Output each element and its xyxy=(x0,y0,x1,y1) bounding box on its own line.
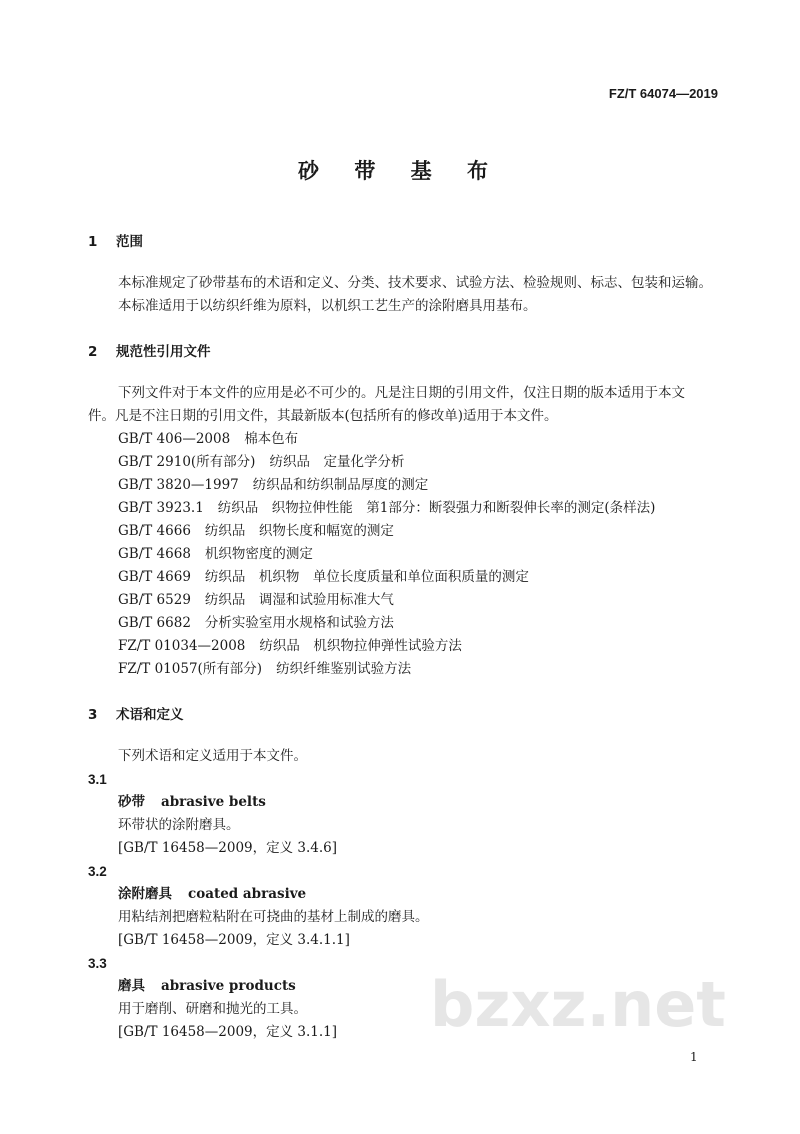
reference-item xyxy=(88,474,728,497)
section-title: 术语和定义 xyxy=(116,707,184,723)
reference-code: GB/T 4668 xyxy=(118,546,191,562)
reference-title: 纺织品 定量化学分析 xyxy=(269,454,405,470)
term-number: 3.1 xyxy=(88,772,107,787)
reference-title: 纺织纤维鉴别试验方法 xyxy=(276,661,412,677)
reference-title: 纺织品 机织物 单位长度质量和单位面积质量的测定 xyxy=(204,569,529,585)
section-title: 范围 xyxy=(116,234,143,250)
reference-title: 分析实验室用水规格和试验方法 xyxy=(204,615,394,631)
watermark: bzxz.net xyxy=(430,968,726,1041)
paragraph: 本标准规定了砂带基布的术语和定义、分类、技术要求、试验方法、检验规则、标志、包装和运输。 xyxy=(118,275,712,291)
term-number: 3.2 xyxy=(88,864,107,879)
term-en: abrasive belts xyxy=(161,794,266,810)
term-zh: 涂附磨具 xyxy=(118,886,172,902)
term-definition: 环带状的涂附磨具。 xyxy=(118,817,240,833)
term-number: 3.3 xyxy=(88,956,107,971)
reference-title: 棉本色布 xyxy=(244,431,299,447)
term-source: [GB/T 16458—2009，定义 3.1.1] xyxy=(118,1024,338,1040)
reference-code: GB/T 6682 xyxy=(118,615,191,631)
reference-code: GB/T 4669 xyxy=(118,569,191,585)
term-definition: 用于磨削、研磨和抛光的工具。 xyxy=(118,1001,307,1017)
reference-item xyxy=(88,451,728,474)
reference-code: GB/T 3923.1 xyxy=(118,500,204,516)
term-zh: 磨具 xyxy=(118,978,145,994)
term-zh: 砂带 xyxy=(118,794,145,810)
reference-item xyxy=(88,635,728,658)
reference-title: 纺织品 织物拉伸性能 第1部分：断裂强力和断裂伸长率的测定(条样法) xyxy=(217,500,656,516)
reference-item xyxy=(88,520,728,543)
reference-code: FZ/T 01034—2008 xyxy=(118,638,246,654)
reference-item xyxy=(88,612,728,635)
reference-item xyxy=(88,658,728,681)
reference-title: 纺织品 织物长度和幅宽的测定 xyxy=(204,523,394,539)
paragraph: 件。凡是不注日期的引用文件，其最新版本(包括所有的修改单)适用于本文件。 xyxy=(88,408,558,424)
paragraph: 本标准适用于以纺织纤维为原料，以机织工艺生产的涂附磨具用基布。 xyxy=(118,298,537,314)
reference-item xyxy=(88,428,728,451)
reference-item xyxy=(88,543,728,566)
term-en: abrasive products xyxy=(161,978,296,994)
term-source: [GB/T 16458—2009，定义 3.4.6] xyxy=(118,840,338,856)
paragraph: 下列术语和定义适用于本文件。 xyxy=(118,748,307,764)
reference-title: 机织物密度的测定 xyxy=(204,546,313,562)
term-definition: 用粘结剂把磨粒粘附在可挠曲的基材上制成的磨具。 xyxy=(118,909,429,925)
reference-item xyxy=(88,497,728,520)
reference-title: 纺织品 机织物拉伸弹性试验方法 xyxy=(259,638,462,654)
section-number: 2 xyxy=(88,344,98,360)
term-en: coated abrasive xyxy=(188,886,307,902)
reference-item xyxy=(88,589,728,612)
section-title: 规范性引用文件 xyxy=(116,344,211,360)
section-number: 3 xyxy=(88,707,98,723)
reference-code: GB/T 3820—1997 xyxy=(118,477,239,493)
paragraph: 下列文件对于本文件的应用是必不可少的。凡是注日期的引用文件，仅注日期的版本适用于本文 xyxy=(118,385,685,401)
reference-list xyxy=(88,428,728,681)
reference-title: 纺织品和纺织制品厚度的测定 xyxy=(252,477,429,493)
reference-code: GB/T 406—2008 xyxy=(118,431,231,447)
document-title: 砂 带 基 布 xyxy=(298,158,502,183)
section-heading xyxy=(88,341,728,364)
section-heading xyxy=(88,231,728,254)
term-entry xyxy=(88,883,728,906)
reference-item xyxy=(88,566,728,589)
reference-code: GB/T 2910(所有部分) xyxy=(118,454,256,470)
page-number: 1 xyxy=(690,1050,698,1064)
section-heading xyxy=(88,704,728,727)
reference-code: GB/T 4666 xyxy=(118,523,191,539)
standard-code: FZ/T 64074—2019 xyxy=(608,86,718,101)
reference-title: 纺织品 调湿和试验用标准大气 xyxy=(204,592,394,608)
term-entry xyxy=(88,791,728,814)
reference-code: GB/T 6529 xyxy=(118,592,191,608)
reference-code: FZ/T 01057(所有部分) xyxy=(118,661,263,677)
section-number: 1 xyxy=(88,234,98,250)
document-body xyxy=(88,231,728,1044)
term-source: [GB/T 16458—2009，定义 3.4.1.1] xyxy=(118,932,350,948)
